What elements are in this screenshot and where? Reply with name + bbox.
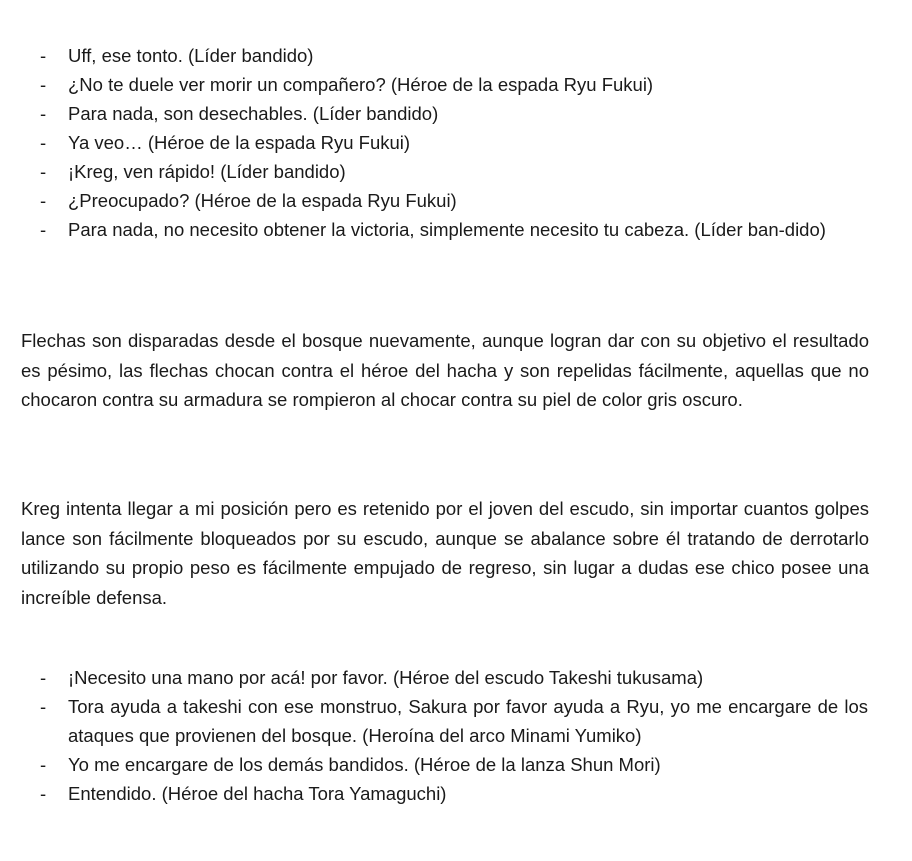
dash-bullet: - bbox=[40, 783, 47, 804]
dash-bullet: - bbox=[40, 161, 47, 182]
dialogue-line bbox=[0, 70, 868, 99]
dialogue-text: Ya veo… (Héroe de la espada Ryu Fukui) bbox=[68, 132, 411, 153]
dialogue-line bbox=[0, 157, 868, 186]
dialogue-line bbox=[0, 663, 868, 692]
dash-bullet: - bbox=[40, 219, 47, 240]
dialogue-line bbox=[0, 186, 868, 215]
dialogue-line bbox=[0, 215, 868, 244]
dialogue-text: Entendido. (Héroe del hacha Tora Yamaguchi) bbox=[68, 783, 447, 804]
dash-bullet: - bbox=[40, 667, 47, 688]
dialogue-text: ¡Necesito una mano por acá! por favor. (Héroe del escudo Takeshi tukusama) bbox=[68, 667, 704, 688]
dialogue-text: ¡Kreg, ven rápido! (Líder bandido) bbox=[68, 161, 346, 182]
dialogue-text: ¿Preocupado? (Héroe de la espada Ryu Fukui) bbox=[68, 190, 457, 211]
dialogue-text: Para nada, son desechables. (Líder bandido) bbox=[68, 103, 439, 124]
dialogue-text: Tora ayuda a takeshi con ese monstruo, Sakura por favor ayuda a Ryu, yo me encargare de los ataques que provienen del bosque. (Heroína del arco Minami Yumiko) bbox=[68, 696, 868, 746]
narrative-paragraph: Flechas son disparadas desde el bosque nuevamente, aunque logran dar con su objetivo el resultado es pésimo, las flechas chocan contra el héroe del hacha y son repelidas fácilmente, aquellas que no chocaron contra su armadura se rompieron al chocar contra su piel de color gris oscuro. bbox=[21, 330, 869, 410]
dialogue-text: Yo me encargare de los demás bandidos. (Héroe de la lanza Shun Mori) bbox=[68, 754, 661, 775]
dialogue-list-2 bbox=[0, 663, 868, 808]
dialogue-line bbox=[0, 41, 868, 70]
dialogue-line bbox=[0, 99, 868, 128]
dialogue-line bbox=[0, 779, 868, 808]
dash-bullet: - bbox=[40, 190, 47, 211]
dash-bullet: - bbox=[40, 754, 47, 775]
dialogue-line bbox=[0, 128, 868, 157]
dash-bullet: - bbox=[40, 45, 47, 66]
dialogue-line bbox=[0, 750, 868, 779]
dialogue-text: ¿No te duele ver morir un compañero? (Héroe de la espada Ryu Fukui) bbox=[68, 74, 654, 95]
dialogue-text: Para nada, no necesito obtener la victoria, simplemente necesito tu cabeza. (Líder ban-dido) bbox=[68, 219, 826, 240]
dash-bullet: - bbox=[40, 103, 47, 124]
dash-bullet: - bbox=[40, 132, 47, 153]
dialogue-line bbox=[0, 692, 868, 750]
narrative-paragraph: Kreg intenta llegar a mi posición pero es retenido por el joven del escudo, sin importar cuantos golpes lance son fácilmente bloqueados por su escudo, aunque se abalance sobre él tratando de derrotarlo utilizando su propio peso es fácilmente empujado de regreso, sin lugar a dudas ese chico posee una increíble defensa. bbox=[21, 498, 869, 608]
dash-bullet: - bbox=[40, 696, 47, 717]
dash-bullet: - bbox=[40, 74, 47, 95]
dialogue-list-1 bbox=[0, 41, 868, 244]
dialogue-text: Uff, ese tonto. (Líder bandido) bbox=[68, 45, 314, 66]
